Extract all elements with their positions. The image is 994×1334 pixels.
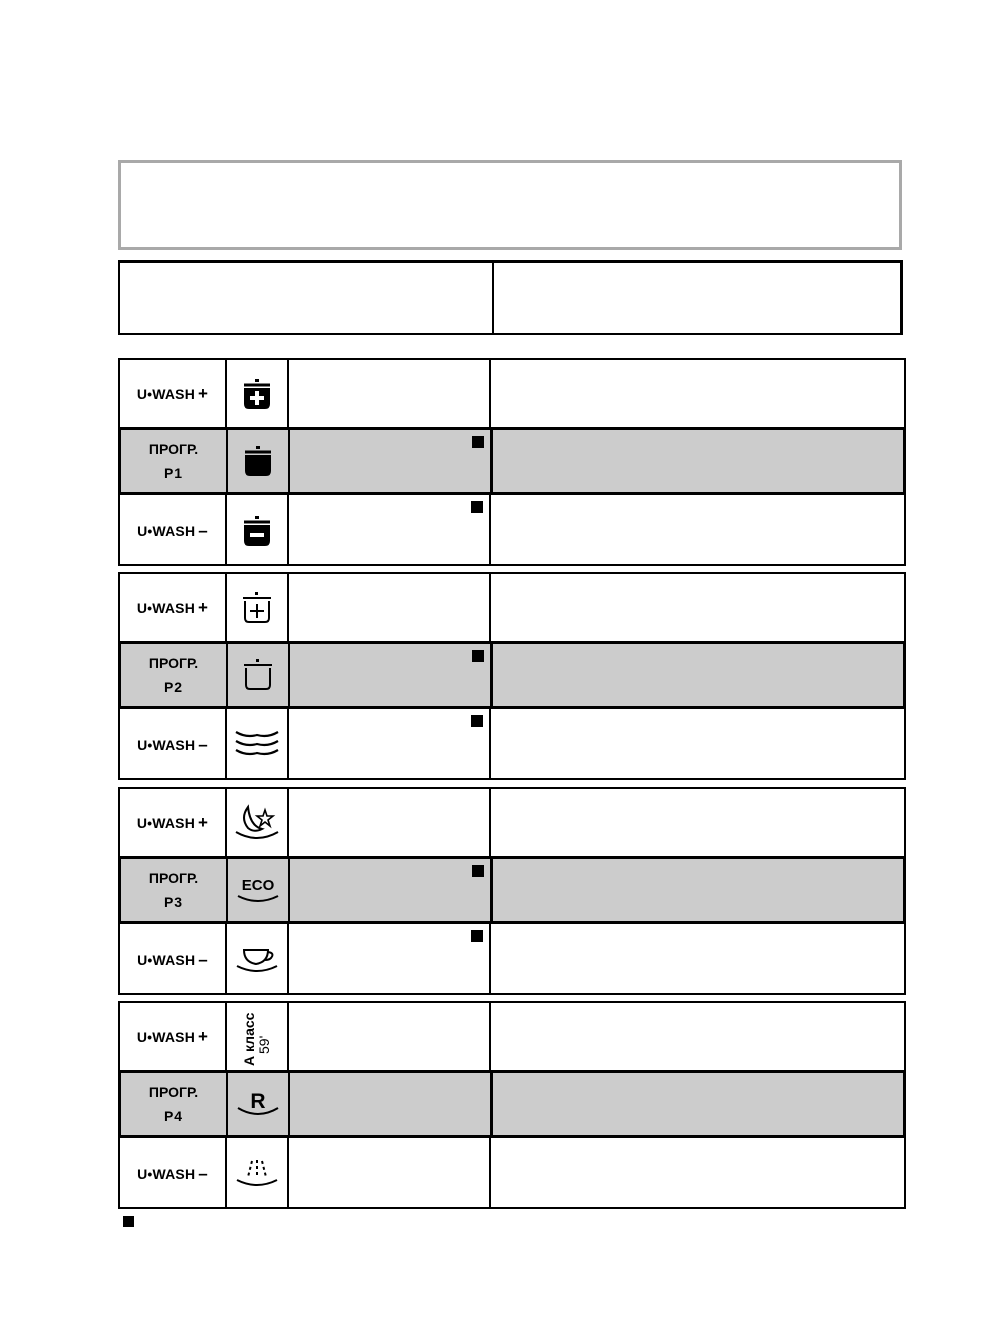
row-label — [120, 789, 225, 856]
description-cell — [287, 495, 489, 566]
row-label — [121, 430, 226, 492]
description-cell — [288, 644, 490, 706]
icon-cell — [225, 789, 287, 856]
plus-sign: + — [198, 812, 209, 832]
uwash-row — [120, 360, 904, 427]
pot-minus-filled-icon — [238, 514, 276, 548]
a-class-icon — [239, 1006, 275, 1068]
uwash-row — [120, 924, 904, 995]
square-marker-icon — [472, 650, 484, 662]
program-group-p2 — [118, 572, 906, 780]
program-group-p1 — [118, 358, 906, 566]
icon-cell — [225, 495, 287, 566]
row-label — [121, 1073, 226, 1135]
rinse-r-icon — [235, 1088, 281, 1120]
row-label — [121, 859, 226, 921]
row-label — [120, 709, 225, 780]
svg-text:R: R — [250, 1090, 266, 1113]
eco-icon — [235, 874, 281, 906]
program-number: P4 — [163, 1108, 184, 1124]
pot-filled-icon — [239, 444, 277, 478]
row-label — [120, 924, 225, 995]
description-cell — [287, 1138, 489, 1209]
uwash-row — [120, 495, 904, 566]
spray-icon — [234, 1157, 280, 1191]
uwash-row — [120, 709, 904, 780]
detail-cell — [489, 924, 904, 995]
uwash-label: U•WASH – — [137, 949, 208, 969]
icon-cell — [225, 574, 287, 641]
minus-sign: – — [198, 949, 208, 969]
detail-cell — [490, 859, 903, 921]
description-cell — [287, 360, 489, 427]
description-cell — [288, 859, 490, 921]
detail-cell — [489, 360, 904, 427]
pot-plus-outline-icon — [238, 591, 276, 625]
row-label — [120, 360, 225, 427]
program-label: ПРОГР. — [148, 1084, 199, 1100]
moon-star-icon — [234, 804, 280, 842]
detail-cell — [489, 574, 904, 641]
uwash-label: U•WASH + — [136, 383, 209, 403]
program-number: P2 — [163, 679, 184, 695]
icon-cell — [226, 430, 288, 492]
title-box — [118, 160, 902, 250]
icon-cell — [225, 360, 287, 427]
uwash-label: U•WASH + — [136, 812, 209, 832]
minus-sign: – — [198, 734, 208, 754]
program-row — [118, 427, 906, 495]
minus-sign: – — [198, 1163, 208, 1183]
program-label: ПРОГР. — [148, 441, 199, 457]
uwash-label: U•WASH – — [137, 734, 208, 754]
uwash-row — [120, 1138, 904, 1209]
minus-sign: – — [198, 520, 208, 540]
program-group-p4 — [118, 1001, 906, 1209]
detail-cell — [489, 789, 904, 856]
description-cell — [287, 924, 489, 995]
waves-icon — [234, 730, 280, 760]
uwash-label: U•WASH + — [136, 597, 209, 617]
svg-text:ECO: ECO — [241, 877, 275, 894]
description-cell — [287, 709, 489, 780]
detail-cell — [490, 1073, 903, 1135]
row-label — [120, 495, 225, 566]
description-cell — [288, 1073, 490, 1135]
square-marker-icon — [472, 436, 484, 448]
icon-cell — [225, 1138, 287, 1209]
program-label: ПРОГР. — [148, 655, 199, 671]
detail-cell — [489, 1003, 904, 1070]
description-cell — [287, 789, 489, 856]
program-row — [118, 856, 906, 924]
square-marker-icon — [471, 715, 483, 727]
icon-cell — [226, 859, 288, 921]
pot-outline-icon — [239, 658, 277, 692]
program-row — [118, 1070, 906, 1138]
svg-text:59': 59' — [256, 1035, 272, 1054]
description-cell — [288, 430, 490, 492]
header-table — [118, 260, 903, 335]
uwash-label: U•WASH – — [137, 1163, 208, 1183]
icon-cell — [225, 709, 287, 780]
program-group-p3 — [118, 787, 906, 995]
square-marker-icon — [472, 865, 484, 877]
uwash-row — [120, 789, 904, 856]
svg-text:А класс: А класс — [241, 1012, 257, 1066]
header-divider — [492, 263, 494, 333]
uwash-row — [120, 574, 904, 641]
row-label — [121, 644, 226, 706]
detail-cell — [489, 495, 904, 566]
pot-plus-filled-icon — [238, 377, 276, 411]
detail-cell — [490, 430, 903, 492]
legend-square-marker-icon — [123, 1216, 134, 1227]
square-marker-icon — [471, 501, 483, 513]
row-label — [120, 1138, 225, 1209]
square-marker-icon — [471, 930, 483, 942]
detail-cell — [489, 1138, 904, 1209]
detail-cell — [490, 644, 903, 706]
program-number: P3 — [163, 894, 184, 910]
plus-sign: + — [198, 1026, 209, 1046]
uwash-label: U•WASH – — [137, 520, 208, 540]
uwash-row — [120, 1003, 904, 1070]
detail-cell — [489, 709, 904, 780]
icon-cell — [226, 1073, 288, 1135]
plus-sign: + — [198, 383, 209, 403]
row-label — [120, 1003, 225, 1070]
plus-sign: + — [198, 597, 209, 617]
program-row — [118, 641, 906, 709]
icon-cell — [225, 1003, 287, 1070]
program-label: ПРОГР. — [148, 870, 199, 886]
icon-cell — [226, 644, 288, 706]
icon-cell — [225, 924, 287, 995]
cup-icon — [234, 944, 280, 976]
uwash-label: U•WASH + — [136, 1026, 209, 1046]
description-cell — [287, 1003, 489, 1070]
description-cell — [287, 574, 489, 641]
row-label — [120, 574, 225, 641]
program-number: P1 — [163, 465, 184, 481]
